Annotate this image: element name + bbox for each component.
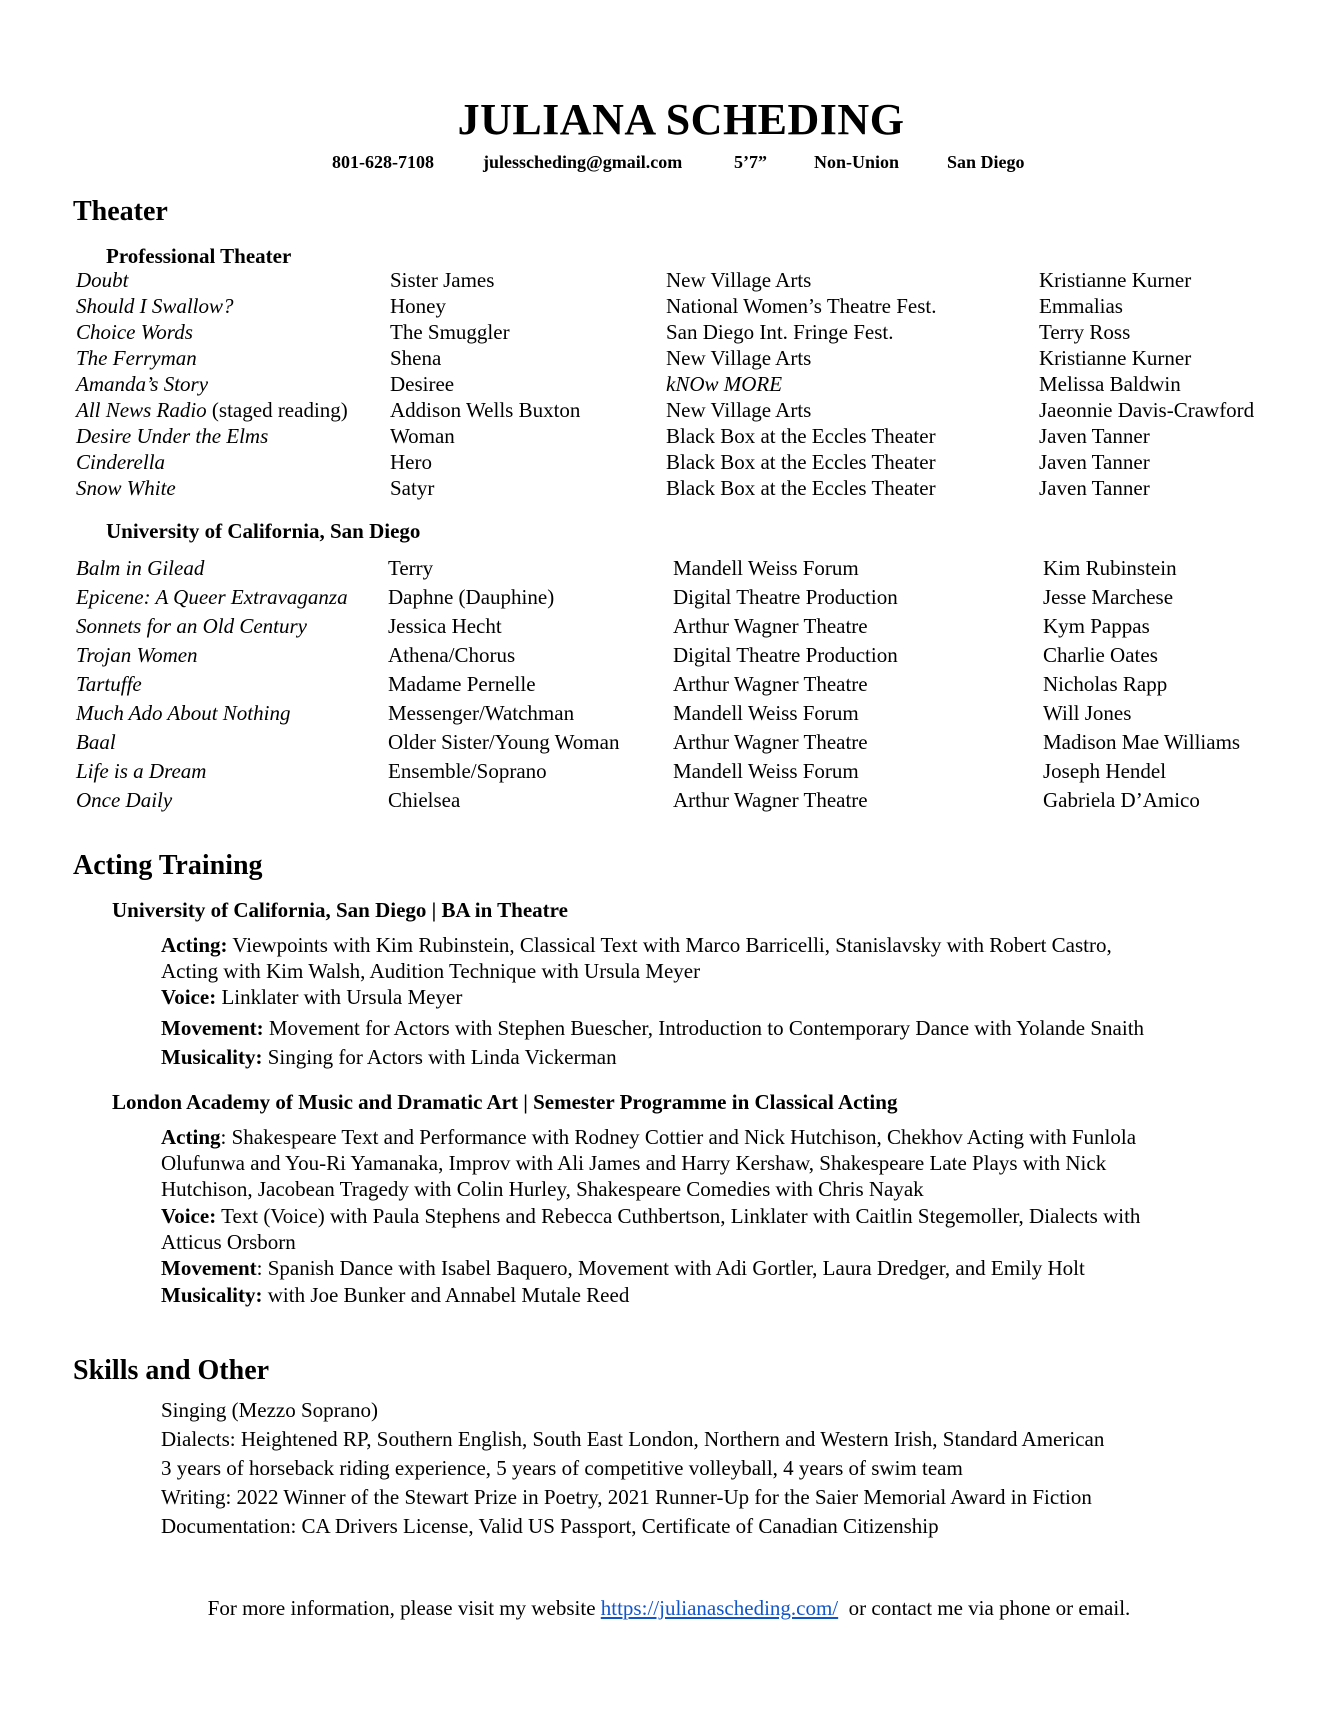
credit-director-text: Joseph Hendel <box>1043 759 1167 783</box>
movement-label: Movement: <box>161 1016 264 1040</box>
skills-heading: Skills and Other <box>73 1355 270 1386</box>
credit-director <box>1043 643 1158 668</box>
credit-show-text: Should I Swallow? <box>76 294 234 318</box>
credit-role-text: Athena/Chorus <box>388 643 516 667</box>
credit-role <box>388 556 433 581</box>
musicality-details: with Joe Bunker and Annabel Mutale Reed <box>262 1283 630 1307</box>
credit-director-text: Jesse Marchese <box>1043 585 1174 609</box>
ucsd-movement-training <box>161 1016 1144 1041</box>
credit-show <box>76 614 307 639</box>
credit-director <box>1043 672 1167 697</box>
credit-role-text: Desiree <box>390 372 455 396</box>
credit-director-text: Nicholas Rapp <box>1043 672 1168 696</box>
credit-show-text: Much Ado About Nothing <box>76 701 291 725</box>
skill-item: Writing: 2022 Winner of the Stewart Prize in Poetry, 2021 Runner-Up for the Saier Memorial Award in Fiction <box>161 1485 1092 1509</box>
voice-details: Linklater with Ursula Meyer <box>216 985 463 1009</box>
credit-director-text: Emmalias <box>1039 294 1123 318</box>
credit-show <box>76 450 165 475</box>
lamda-voice-training <box>161 1203 1191 1255</box>
credit-show-text: Choice Words <box>76 320 193 344</box>
credit-venue <box>673 701 859 726</box>
credit-venue <box>666 372 782 397</box>
credit-director-text: Melissa Baldwin <box>1039 372 1181 396</box>
credit-role-text: Terry <box>388 556 434 580</box>
credit-show-text: Once Daily <box>76 788 173 812</box>
credit-director <box>1039 450 1150 475</box>
credit-director-text: Javen Tanner <box>1039 424 1150 448</box>
credit-role-text: Older Sister/Young Woman <box>388 730 620 754</box>
credit-venue-text: Arthur Wagner Theatre <box>673 614 868 638</box>
union-status: Non-Union <box>814 152 900 172</box>
credit-show <box>76 476 176 501</box>
credit-director-text: Terry Ross <box>1039 320 1131 344</box>
acting-label: Acting <box>161 1125 221 1149</box>
credit-role <box>390 424 455 449</box>
credit-director-text: Charlie Oates <box>1043 643 1158 667</box>
credit-show <box>76 585 348 610</box>
credit-director-text: Javen Tanner <box>1039 476 1150 500</box>
credit-show-text: Sonnets for an Old Century <box>76 614 307 638</box>
credit-role-text: Jessica Hecht <box>388 614 502 638</box>
credit-director <box>1043 701 1131 726</box>
theater-heading: Theater <box>73 196 168 227</box>
credit-role <box>390 372 454 397</box>
credit-role-text: Shena <box>390 346 442 370</box>
credit-venue <box>666 294 936 319</box>
voice-label: Voice: <box>161 985 217 1009</box>
credit-show-text: Life is a Dream <box>76 759 207 783</box>
credit-venue-text: Arthur Wagner Theatre <box>673 788 868 812</box>
credit-venue <box>666 424 936 449</box>
credit-venue-text: Arthur Wagner Theatre <box>673 672 868 696</box>
lamda-acting-training <box>161 1124 1191 1202</box>
credit-director <box>1039 320 1130 345</box>
credit-venue <box>673 672 868 697</box>
professional-theater-heading: Professional Theater <box>106 244 292 268</box>
credit-show-text: Amanda’s Story <box>76 372 209 396</box>
credit-show <box>76 424 268 449</box>
credit-role-text: Addison Wells Buxton <box>390 398 581 422</box>
credit-role <box>390 268 494 293</box>
credit-show <box>76 320 193 345</box>
credit-show <box>76 643 198 668</box>
musicality-details: Singing for Actors with Linda Vickerman <box>262 1045 617 1069</box>
credit-role <box>388 614 502 639</box>
credit-director <box>1043 730 1240 755</box>
skill-item: 3 years of horseback riding experience, 5 years of competitive volleyball, 4 years of swim team <box>161 1456 963 1480</box>
website-link[interactable]: https://julianascheding.com/ <box>600 1596 839 1620</box>
credit-director-text: Kristianne Kurner <box>1039 268 1192 292</box>
credit-role-text: Hero <box>390 450 432 474</box>
footer-text-after: or contact me via phone or email. <box>838 1596 1131 1620</box>
credit-venue <box>666 476 936 501</box>
credit-venue-text: Digital Theatre Production <box>673 643 898 667</box>
credit-venue <box>666 346 811 371</box>
credit-venue <box>673 759 859 784</box>
acting-details: : Shakespeare Text and Performance with Rodney Cottier and Nick Hutchison, Chekhov Acting with Funlola Olufunwa and You-Ri Yamanaka, Improv with Ali James and Harry Kershaw, Shakespeare Late Plays with Nick Hutchison, Jacobean Tragedy with Colin Hurley, Shakespeare Comedies with Chris Nayak <box>161 1125 1137 1201</box>
credit-venue-text: New Village Arts <box>666 346 812 370</box>
credit-venue-text: Mandell Weiss Forum <box>673 701 859 725</box>
credit-director-text: Will Jones <box>1043 701 1132 725</box>
skill-item: Documentation: CA Drivers License, Valid US Passport, Certificate of Canadian Citizenship <box>161 1514 939 1538</box>
musicality-label: Musicality: <box>161 1045 263 1069</box>
credit-role <box>388 643 515 668</box>
credit-show <box>76 294 234 319</box>
credit-director-text: Kym Pappas <box>1043 614 1150 638</box>
credit-role-text: Messenger/Watchman <box>388 701 575 725</box>
height: 5’7” <box>734 152 767 172</box>
acting-label: Acting: <box>161 933 228 957</box>
credit-director <box>1043 585 1173 610</box>
credit-venue <box>666 450 936 475</box>
credit-venue <box>673 643 898 668</box>
credit-role <box>390 320 510 345</box>
ucsd-voice-training <box>161 985 462 1010</box>
credit-venue <box>666 398 811 423</box>
credit-show-note: (staged reading) <box>206 398 348 422</box>
resume-name: JULIANA SCHEDING <box>457 95 905 144</box>
skill-item: Dialects: Heightened RP, Southern English, South East London, Northern and Western Irish, Standard American <box>161 1427 1105 1451</box>
lamda-movement-training <box>161 1256 1085 1281</box>
credit-role-text: The Smuggler <box>390 320 510 344</box>
credit-director <box>1039 294 1123 319</box>
footer-text-before: For more information, please visit my website <box>207 1596 601 1620</box>
credit-venue-text: Black Box at the Eccles Theater <box>666 476 936 500</box>
credit-venue-text: National Women’s Theatre Fest. <box>666 294 937 318</box>
credit-director-text: Kim Rubinstein <box>1043 556 1177 580</box>
credit-show-text: The Ferryman <box>76 346 197 370</box>
ucsd-training-heading: University of California, San Diego | BA in Theatre <box>112 898 568 922</box>
credit-role-text: Woman <box>390 424 455 448</box>
credit-show-text: Epicene: A Queer Extravaganza <box>76 585 348 609</box>
credit-director-text: Jaeonnie Davis-Crawford <box>1039 398 1255 422</box>
credit-role-text: Chielsea <box>388 788 461 812</box>
credit-venue <box>673 556 859 581</box>
credit-director <box>1043 788 1200 813</box>
credit-role-text: Madame Pernelle <box>388 672 536 696</box>
voice-label: Voice: <box>161 1204 217 1228</box>
email-address: julesscheding@gmail.com <box>483 152 683 172</box>
credit-role <box>388 701 574 726</box>
credit-role <box>390 476 434 501</box>
acting-details: Viewpoints with Kim Rubinstein, Classical Text with Marco Barricelli, Stanislavsky with Robert Castro, Acting with Kim Walsh, Audition Technique with Ursula Meyer <box>161 933 1112 983</box>
credit-director <box>1043 759 1166 784</box>
credit-director <box>1043 556 1177 581</box>
credit-show-text: Baal <box>76 730 116 754</box>
credit-role <box>390 346 441 371</box>
movement-details: Movement for Actors with Stephen Buescher, Introduction to Contemporary Dance with Yolande Snaith <box>263 1016 1145 1040</box>
credit-role <box>390 294 446 319</box>
credit-venue-text: New Village Arts <box>666 268 812 292</box>
credit-director <box>1039 476 1150 501</box>
ucsd-musicality-training <box>161 1045 617 1070</box>
credit-show <box>76 730 116 755</box>
credit-venue-text: kNOw MORE <box>666 372 783 396</box>
credit-show-text: Trojan Women <box>76 643 198 667</box>
credit-role-text: Satyr <box>390 476 435 500</box>
lamda-musicality-training <box>161 1283 629 1308</box>
credit-venue <box>673 614 868 639</box>
footer-note <box>0 1596 1338 1621</box>
credit-venue-text: Black Box at the Eccles Theater <box>666 424 936 448</box>
credit-show-text: Tartuffe <box>76 672 142 696</box>
credit-show-text: All News Radio <box>76 398 207 422</box>
credit-show <box>76 701 290 726</box>
credit-venue-text: Mandell Weiss Forum <box>673 759 859 783</box>
movement-details: : Spanish Dance with Isabel Baquero, Movement with Adi Gortler, Laura Dredger, and Emily Holt <box>256 1256 1085 1280</box>
credit-venue <box>666 320 893 345</box>
credit-director <box>1039 346 1191 371</box>
credit-show-text: Snow White <box>76 476 176 500</box>
credit-director <box>1039 268 1191 293</box>
credit-director <box>1039 398 1254 423</box>
credit-role <box>388 759 547 784</box>
credit-show <box>76 788 172 813</box>
credit-venue <box>666 268 811 293</box>
credit-director-text: Gabriela D’Amico <box>1043 788 1200 812</box>
credit-show-text: Desire Under the Elms <box>76 424 269 448</box>
location: San Diego <box>947 152 1025 172</box>
credit-role <box>388 585 554 610</box>
credit-venue-text: Mandell Weiss Forum <box>673 556 859 580</box>
credit-show-text: Doubt <box>76 268 129 292</box>
credit-show <box>76 556 204 581</box>
ucsd-acting-training <box>161 932 1161 984</box>
credit-role <box>388 672 536 697</box>
credit-show <box>76 672 142 697</box>
credit-role-text: Ensemble/Soprano <box>388 759 547 783</box>
credit-role <box>390 450 432 475</box>
musicality-label: Musicality: <box>161 1283 263 1307</box>
credit-venue-text: Digital Theatre Production <box>673 585 898 609</box>
credit-director-text: Kristianne Kurner <box>1039 346 1192 370</box>
credit-venue <box>673 585 898 610</box>
credit-role <box>388 730 619 755</box>
credit-venue-text: San Diego Int. Fringe Fest. <box>666 320 894 344</box>
movement-label: Movement <box>161 1256 257 1280</box>
credit-role <box>388 788 460 813</box>
credit-venue-text: New Village Arts <box>666 398 812 422</box>
credit-director <box>1039 424 1150 449</box>
phone-number: 801-628-7108 <box>332 152 434 172</box>
credit-show <box>76 398 348 423</box>
credit-director <box>1039 372 1181 397</box>
credit-role-text: Sister James <box>390 268 495 292</box>
credit-show-text: Cinderella <box>76 450 166 474</box>
credit-show <box>76 372 208 397</box>
voice-details: Text (Voice) with Paula Stephens and Rebecca Cuthbertson, Linklater with Caitlin Stegemoller, Dialects with Atticus Orsborn <box>161 1204 1141 1254</box>
credit-show <box>76 759 206 784</box>
credit-role-text: Daphne (Dauphine) <box>388 585 555 609</box>
credit-show <box>76 268 129 293</box>
credit-venue <box>673 788 868 813</box>
lamda-training-heading: London Academy of Music and Dramatic Art | Semester Programme in Classical Acting <box>112 1090 898 1114</box>
credit-venue <box>673 730 868 755</box>
credit-role <box>390 398 580 423</box>
credit-director-text: Javen Tanner <box>1039 450 1150 474</box>
credit-venue-text: Black Box at the Eccles Theater <box>666 450 936 474</box>
ucsd-theater-heading: University of California, San Diego <box>106 519 421 543</box>
acting-training-heading: Acting Training <box>73 850 263 881</box>
credit-show <box>76 346 197 371</box>
credit-show-text: Balm in Gilead <box>76 556 205 580</box>
credit-director-text: Madison Mae Williams <box>1043 730 1241 754</box>
credit-director <box>1043 614 1150 639</box>
credit-role-text: Honey <box>390 294 446 318</box>
skill-item: Singing (Mezzo Soprano) <box>161 1398 378 1422</box>
credit-venue-text: Arthur Wagner Theatre <box>673 730 868 754</box>
